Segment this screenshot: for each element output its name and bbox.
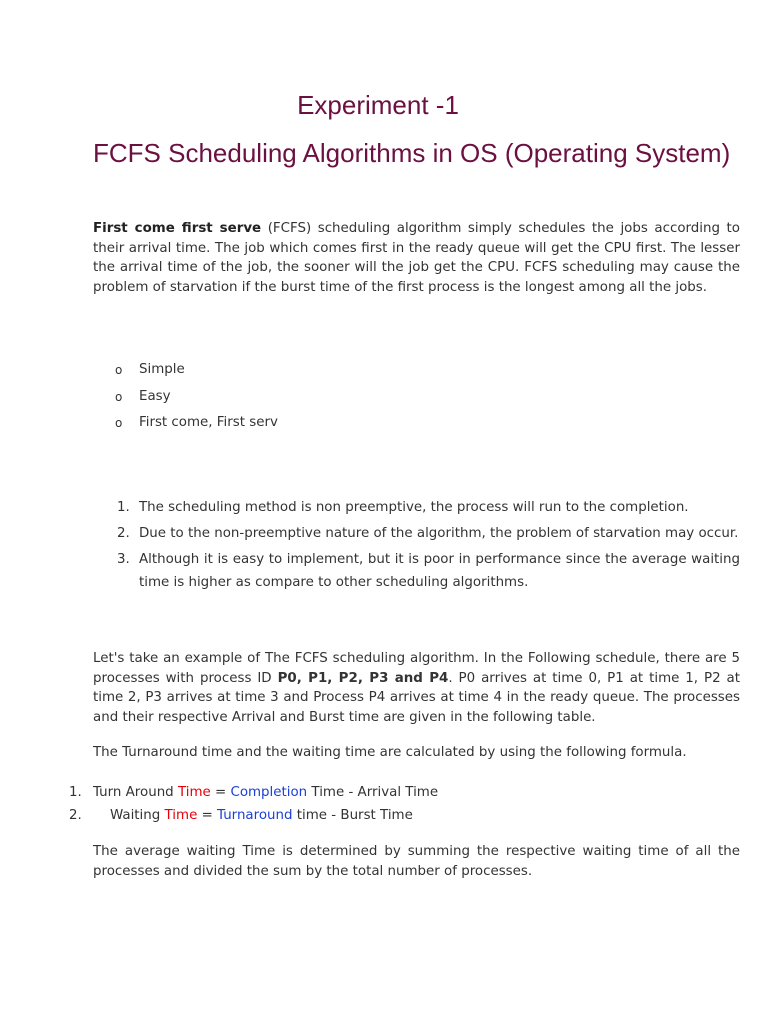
list-item <box>93 523 740 546</box>
list-item <box>93 387 278 414</box>
item-number: 3. <box>117 552 130 567</box>
example-text-cont: . P0 arrives at time 0, P1 at time 1, P2 at time 2, P3 arrives at time 3 and Process P4 arrives at time 4 in the ready queue. The processes and their respective Arrival and Burst time are given in the following table. <box>93 670 740 725</box>
formula-keyword: Completion <box>230 785 308 800</box>
intro-bold-term: First come first serve <box>93 221 262 236</box>
list-item <box>93 497 740 520</box>
formula-number: 2. <box>69 808 82 823</box>
intro-paragraph <box>93 219 740 297</box>
item-number: 1. <box>117 500 130 515</box>
intro-text: (FCFS) scheduling algorithm simply schedules the jobs according to their arrival time. The job which comes first in the ready queue will get the CPU first. The lesser the arrival time of the job, the sooner will the job get the CPU. FCFS scheduling may cause the problem of starvation if the burst time of the first process is the longest among all the jobs. <box>93 221 740 295</box>
bullet-marker: o <box>115 416 123 430</box>
process-ids: P0, P1, P2, P3 and P4 <box>277 670 449 686</box>
formula-operator: = <box>210 785 231 800</box>
average-paragraph: The average waiting Time is determined by summing the respective waiting time of all the processes and divided the sum by the total number of processes. <box>93 844 740 879</box>
formula-keyword: Turnaround <box>217 808 293 823</box>
formula-turnaround <box>69 783 439 803</box>
formula-keyword: Time <box>164 808 198 823</box>
experiment-heading: Experiment -1 <box>297 90 459 120</box>
bullet-text: First come, First serv <box>139 415 278 430</box>
bullet-marker: o <box>115 389 123 404</box>
formula-text: time - Burst Time <box>292 808 413 823</box>
item-text: The scheduling method is non preemptive, the process will run to the completion. <box>139 500 689 515</box>
formula-intro: The Turnaround time and the waiting time are calculated by using the following formula. <box>93 745 687 760</box>
formula-operator: = <box>197 808 218 823</box>
bullet-marker: o <box>115 363 123 377</box>
list-item <box>93 360 278 387</box>
formula-waiting <box>69 806 413 826</box>
list-item <box>93 549 740 594</box>
example-text: Let's take an example of The FCFS scheduling algorithm. In the Following schedule, there are 5 processes with process ID <box>93 651 740 686</box>
bullet-text: Simple <box>139 362 185 377</box>
bullet-text: Easy <box>139 388 171 404</box>
page-title: FCFS Scheduling Algorithms in OS (Operating System) <box>93 138 731 168</box>
numbered-list <box>93 497 740 598</box>
formula-text: Time - Arrival Time <box>307 785 439 800</box>
item-number: 2. <box>117 526 130 541</box>
bullet-list <box>93 360 278 440</box>
item-text: Due to the non-preemptive nature of the algorithm, the problem of starvation may occur. <box>139 526 739 541</box>
formula-keyword: Time <box>177 785 211 800</box>
item-text: Although it is easy to implement, but it is poor in performance since the average waiting time is higher as compare to other scheduling algorithms. <box>139 552 740 590</box>
list-item <box>93 413 278 440</box>
formula-number: 1. <box>69 785 82 800</box>
formula-text: Turn Around <box>93 785 178 800</box>
formula-text: Waiting <box>110 808 165 823</box>
example-paragraph <box>93 649 740 727</box>
